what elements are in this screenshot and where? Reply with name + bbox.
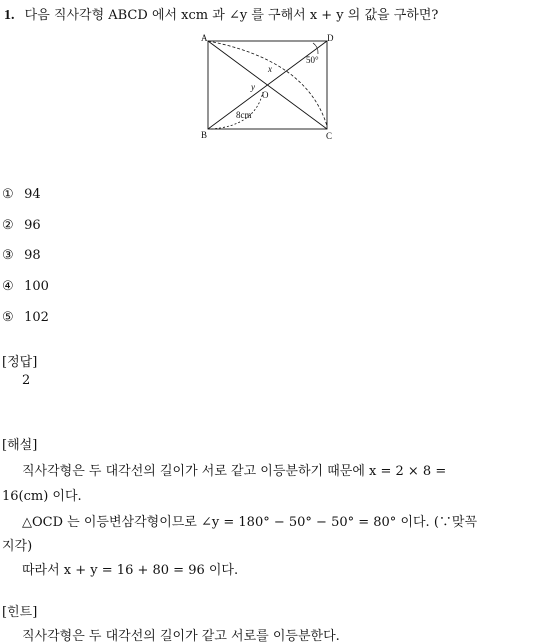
choice-4[interactable] xyxy=(2,279,49,294)
explanation-line-1: 직사각형은 두 대각선의 길이가 서로 같고 이등분하기 때문에 x = 2 × 8 = xyxy=(22,464,447,479)
question-header xyxy=(4,4,438,24)
explanation-line-4: 지각) xyxy=(2,539,33,554)
answer-heading: [정답] xyxy=(2,355,38,370)
explanation-line-2: 16(cm) 이다. xyxy=(2,489,82,504)
explanation-heading: [해설] xyxy=(2,438,38,453)
label-a: A xyxy=(201,33,208,43)
label-o: O xyxy=(262,90,269,100)
choice-2[interactable] xyxy=(2,218,41,233)
choice-mark: ① xyxy=(2,187,14,202)
choice-3[interactable] xyxy=(2,248,41,263)
hint-heading: [힌트] xyxy=(2,605,38,620)
label-b: B xyxy=(201,130,208,140)
choice-value: 94 xyxy=(24,187,41,202)
choice-value: 98 xyxy=(24,248,41,263)
choice-mark: ② xyxy=(2,218,14,233)
choice-value: 102 xyxy=(24,310,49,325)
label-y: y xyxy=(251,82,255,92)
rectangle-figure xyxy=(195,30,345,145)
choice-mark: ③ xyxy=(2,248,14,263)
question-number: 1. xyxy=(4,8,15,23)
choice-5[interactable] xyxy=(2,310,49,325)
choice-mark: ⑤ xyxy=(2,310,14,325)
hint-text: 직사각형은 두 대각선의 길이가 같고 서로를 이등분한다. xyxy=(22,629,340,644)
explanation-line-3: △OCD 는 이등변삼각형이므로 ∠y = 180° − 50° − 50° = 80° 이다. (∵맞꼭 xyxy=(22,515,478,530)
choice-value: 96 xyxy=(24,218,41,233)
label-8cm: 8cm xyxy=(236,110,252,120)
label-c: C xyxy=(326,131,333,141)
explanation-line-5: 따라서 x + y = 16 + 80 = 96 이다. xyxy=(22,563,239,578)
choice-mark: ④ xyxy=(2,279,14,294)
label-x: x xyxy=(268,64,272,74)
label-d: D xyxy=(327,33,334,43)
choice-value: 100 xyxy=(24,279,49,294)
answer-value: 2 xyxy=(22,373,31,388)
angle-arc xyxy=(313,43,318,54)
question-text: 다음 직사각형 ABCD 에서 xcm 과 ∠y 를 구해서 x + y 의 값을 구하면? xyxy=(24,8,439,23)
label-angle-50: 50° xyxy=(306,55,319,65)
choice-1[interactable] xyxy=(2,187,41,202)
